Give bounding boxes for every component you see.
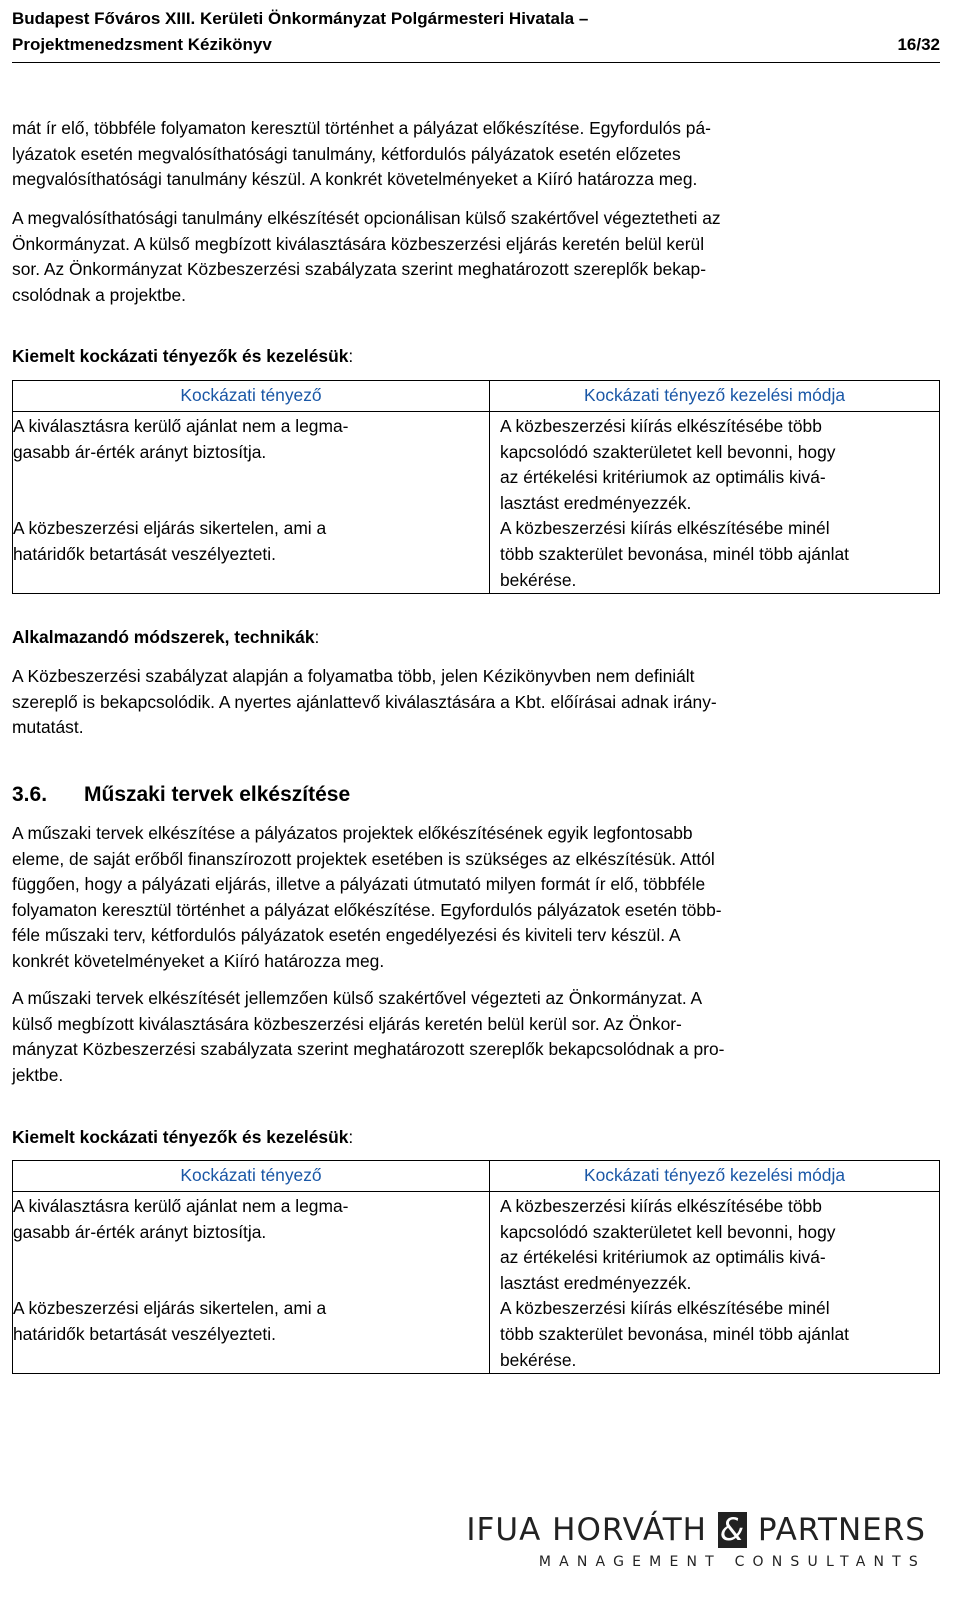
risk-table xyxy=(12,380,940,594)
page-header xyxy=(12,6,940,58)
risk-title-text: Kiemelt kockázati tényezők és kezelésük xyxy=(12,346,349,366)
column-header-mitigation: Kockázati tényező kezelési módja xyxy=(490,1161,940,1192)
logo-tagline: MANAGEMENT CONSULTANTS xyxy=(538,1554,926,1570)
text-line: A közbeszerzési kiírás elkészítésébe minél xyxy=(500,1298,830,1319)
text-line: A műszaki tervek elkészítése a pályázatos projektek előkészítésének egyik legfontosabb xyxy=(12,823,693,843)
risk-table xyxy=(12,1160,940,1374)
section-title: Műszaki tervek elkészítése xyxy=(84,783,351,806)
paragraph-external-plans xyxy=(12,986,940,1088)
text-line: sor. Az Önkormányzat Közbeszerzési szabályzata szerint meghatározott szereplők bekap- xyxy=(12,259,707,280)
column-header-risk: Kockázati tényező xyxy=(13,381,490,412)
risk-table-header xyxy=(13,381,940,412)
text-line: mát ír elő, többféle folyamaton keresztül történhet a pályázat előkészítése. Egyfordulós pá- xyxy=(12,118,711,138)
text-line: A közbeszerzési kiírás elkészítésébe több xyxy=(500,1196,822,1216)
text-line: folyamaton keresztül történhet a pályázat előkészítése. Egyfordulós pályázatok esetén több- xyxy=(12,899,722,920)
text-line: gasabb ár-érték arányt biztosítja. xyxy=(13,1221,267,1242)
mitigation-cell xyxy=(490,516,940,593)
text-line: lasztást eredményezzék. xyxy=(500,492,692,513)
text-line: határidők betartását veszélyezteti. xyxy=(13,1323,276,1344)
text-line: több szakterület bevonása, minél több ajánlat xyxy=(500,543,850,564)
paragraph-external-expert xyxy=(12,206,940,308)
page-number: 16/32 xyxy=(897,35,940,54)
table-row xyxy=(13,412,940,517)
text-line: lyázatok esetén megvalósíthatósági tanulmány, kétfordulós pályázatok esetén előzetes xyxy=(12,143,681,164)
text-line: csolódnak a projektbe. xyxy=(12,284,187,305)
text-line: eleme, de saját erőből finanszírozott projektek esetében is szükséges az elkészítésük. Attól xyxy=(12,848,715,869)
text-line: jektbe. xyxy=(12,1064,64,1085)
logo-text-2: PARTNERS xyxy=(747,1512,926,1548)
methods-title-colon: : xyxy=(314,627,320,647)
document-page xyxy=(12,0,940,1599)
risk-table-header xyxy=(13,1161,940,1192)
table-row xyxy=(13,1192,940,1297)
text-line: bekérése. xyxy=(500,569,577,590)
section-number: 3.6. xyxy=(12,783,48,806)
risk-section-title xyxy=(12,343,353,369)
risk-title-colon: : xyxy=(348,1127,354,1147)
company-logo xyxy=(466,1512,926,1588)
text-line: Önkormányzat. A külső megbízott kiválasztására közbeszerzési eljárás keretén belül kerül xyxy=(12,233,705,254)
text-line: A kiválasztásra kerülő ajánlat nem a legma- xyxy=(13,416,349,436)
paragraph-feasibility xyxy=(12,116,940,193)
text-line: megvalósíthatósági tanulmány készül. A konkrét követelményeket a Kiíró határozza meg. xyxy=(12,169,698,190)
text-line: külső megbízott kiválasztására közbeszerzési eljárás keretén belül kerül sor. Az Önkor- xyxy=(12,1013,682,1034)
methods-title-text: Alkalmazandó módszerek, technikák xyxy=(12,627,315,647)
column-header-mitigation: Kockázati tényező kezelési módja xyxy=(490,381,940,412)
text-line: szereplő is bekapcsolódik. A nyertes ajánlattevő kiválasztására a Kbt. előírásai adnak irány- xyxy=(12,691,717,712)
text-line: függően, hogy a pályázati eljárás, illetve a pályázati útmutató milyen formát ír elő, többféle xyxy=(12,874,706,895)
paragraph-methods xyxy=(12,664,940,741)
mitigation-cell xyxy=(490,1296,940,1373)
mitigation-cell xyxy=(490,412,940,517)
logo-wordmark xyxy=(466,1512,926,1548)
methods-section-title xyxy=(12,624,319,650)
text-line: konkrét követelményeket a Kiíró határozza meg. xyxy=(12,950,385,971)
risk-cell xyxy=(13,1296,490,1373)
text-line: A közbeszerzési kiírás elkészítésébe több xyxy=(500,416,822,436)
column-header-risk: Kockázati tényező xyxy=(13,1161,490,1192)
header-divider xyxy=(12,62,940,63)
logo-text-1: IFUA HORVÁTH xyxy=(466,1512,718,1548)
text-line: féle műszaki terv, kétfordulós pályázatok esetén engedélyezési és kiviteli terv készül. A xyxy=(12,925,681,946)
text-line: kapcsolódó szakterületet kell bevonni, hogy xyxy=(500,1221,836,1242)
table-row xyxy=(13,1296,940,1373)
risk-cell xyxy=(13,516,490,593)
text-line: az értékelési kritériumok az optimális kivá- xyxy=(500,467,826,488)
text-line: mutatást. xyxy=(12,717,84,738)
risk-section-title xyxy=(12,1124,353,1150)
text-line: A közbeszerzési eljárás sikertelen, ami a xyxy=(13,518,327,539)
text-line: A műszaki tervek elkészítését jellemzően külső szakértővel végezteti az Önkormányzat. A xyxy=(12,988,703,1008)
risk-cell xyxy=(13,1192,490,1297)
section-heading xyxy=(12,781,350,809)
text-line: lasztást eredményezzék. xyxy=(500,1272,692,1293)
text-line: az értékelési kritériumok az optimális kivá- xyxy=(500,1247,826,1268)
text-line: A megvalósíthatósági tanulmány elkészítését opcionálisan külső szakértővel végeztetheti az xyxy=(12,208,721,228)
text-line: gasabb ár-érték arányt biztosítja. xyxy=(13,441,267,462)
text-line: A kiválasztásra kerülő ajánlat nem a legma- xyxy=(13,1196,349,1216)
header-line-2: Projektmenedzsment Kézikönyv xyxy=(12,35,272,54)
risk-title-colon: : xyxy=(348,346,354,366)
text-line: A közbeszerzési kiírás elkészítésébe minél xyxy=(500,518,830,539)
table-row xyxy=(13,516,940,593)
text-line: mányzat Közbeszerzési szabályzata szerint meghatározott szereplők bekapcsolódnak a pro- xyxy=(12,1039,725,1060)
paragraph-technical-plans xyxy=(12,821,940,975)
risk-title-text: Kiemelt kockázati tényezők és kezelésük xyxy=(12,1127,349,1147)
mitigation-cell xyxy=(490,1192,940,1297)
text-line: A Közbeszerzési szabályzat alapján a folyamatba több, jelen Kézikönyvben nem definiált xyxy=(12,666,695,686)
logo-ampersand: & xyxy=(719,1512,745,1548)
text-line: kapcsolódó szakterületet kell bevonni, hogy xyxy=(500,441,836,462)
text-line: határidők betartását veszélyezteti. xyxy=(13,543,276,564)
text-line: A közbeszerzési eljárás sikertelen, ami a xyxy=(13,1298,327,1319)
text-line: több szakterület bevonása, minél több ajánlat xyxy=(500,1323,850,1344)
risk-cell xyxy=(13,412,490,517)
header-line-1: Budapest Főváros XIII. Kerületi Önkormányzat Polgármesteri Hivatala – xyxy=(12,9,589,28)
text-line: bekérése. xyxy=(500,1349,577,1370)
